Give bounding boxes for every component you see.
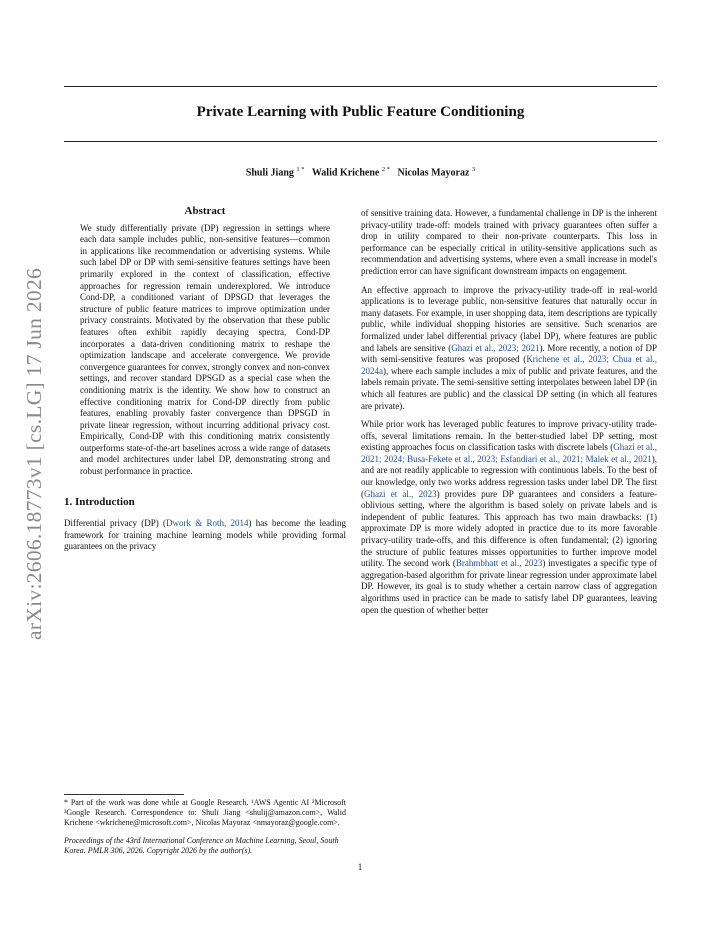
citation-link[interactable]: Ghazi et al., 2021; 2024; Busa-Fekete et al., 2023; Esfandiari et al., 2021; Malek et al., 2021	[361, 442, 657, 464]
intro-paragraph	[64, 518, 346, 553]
body-text: ) investigates a specific type of aggregation-based algorithm for private linear regression under approximate label DP. However, its goal is to study whether a certain narrow class of aggregation algorithms used in practice can be made to satisfy label DP guarantees, leaving open the question of whether better	[361, 558, 657, 615]
intro-text: ) has become the leading framework for training machine learning models while providing formal guarantees on the privacy	[64, 518, 347, 552]
right-column	[361, 208, 657, 623]
arxiv-stamp: arXiv:2606.18773v1 [cs.LG] 17 Jun 2026	[22, 267, 46, 640]
section-heading-introduction: 1. Introduction	[64, 495, 135, 508]
body-text: While prior work has leveraged public features to improve privacy-utility trade-offs, several limitations remain. In the better-studied label DP setting, most existing approaches focus on classification tasks with discrete labels (	[361, 419, 657, 453]
left-column	[64, 206, 346, 560]
author-affiliation-mark: 3	[471, 166, 476, 173]
citation-link[interactable]: Brahmbhatt et al., 2023	[455, 558, 543, 569]
page-number: 1	[357, 862, 363, 872]
author-affiliation-mark: 1 *	[296, 166, 305, 173]
proceedings-note	[64, 836, 346, 856]
citation-link[interactable]: Ghazi et al., 2023; 2021	[451, 342, 540, 353]
footnotes	[64, 794, 346, 828]
affiliation-footnote: * Part of the work was done while at Google Research. ¹AWS Agentic AI ²Microsoft ³Google Research. Correspondence to: Shuli Jiang <shulij@amazon.com>, Walid Krichene <wkrichene@microsoft.com>, Nicolas Mayoraz <nmayoraz@google.com>.	[64, 797, 346, 827]
paper-title: Private Learning with Public Feature Conditioning	[196, 104, 525, 120]
author-affiliation-mark: 2 *	[381, 166, 390, 173]
footnote-rule	[64, 794, 184, 795]
body-paragraph	[361, 419, 657, 616]
body-text: An effective approach to improve the privacy-utility trade-off in real-world applications is to leverage public, non-sensitive features that naturally occur in many datasets. For example, in user shopping data, item descriptions are typically public, while individual shopping histories are sensitive. Such scenarios are formalized under label differential privacy (label DP), where features are public and labels are sensitive (	[361, 284, 657, 353]
body-paragraph	[361, 285, 657, 413]
author-name: Nicolas Mayoraz	[397, 167, 470, 179]
citation-link[interactable]: Ghazi et al., 2023	[364, 488, 437, 499]
abstract-text: We study differentially private (DP) regression in settings where each data sample includes public, non-sensitive features—common in applications like recommendation or advertising systems. While such label DP or DP with semi-sensitive features settings have been primarily explored in the context of classification, effective approaches for regression remain underexplored. We introduce Cond-DP, a conditioned variant of DPSGD that leverages the structure of public feature matrices to improve optimization under privacy constraints. Motivated by the observation that these public features often exhibit rapidly decaying spectra, Cond-DP incorporates a data-driven conditioning matrix to reshape the optimization landscape and accelerate convergence. We provide convergence guarantees for convex, strongly convex and non-convex settings, and recover standard DPSGD as a special case when the conditioning matrix is the identity. We show how to construct an effective conditioning matrix for Cond-DP directly from public features, enabling provably faster convergence than DPSGD in private linear regression, without incurring additional privacy cost. Empirically, Cond-DP with this conditioning matrix consistently outperforms state-of-the-art baselines across a wide range of datasets and model architectures under label DP, demonstrating strong and robust performance in practice.	[80, 222, 330, 477]
body-paragraph: of sensitive training data. However, a fundamental challenge in DP is the inherent privacy-utility trade-off: models trained with privacy guarantees often suffer a drop in utility compared to their non-private counterparts. This loss in performance can be especially critical in utility-sensitive applications such as recommendation and advertising systems, where even a small increase in model's prediction error can have significant downstream impacts on engagement.	[361, 208, 657, 276]
body-text: ), and are not readily applicable to regression with continuous labels. To the best of our knowledge, only two works address regression tasks under label DP. The first (	[361, 453, 657, 499]
proceedings-text: Proceedings of the 43rd International Conference on Machine Learning, Seoul, South Korea. PMLR 306, 2026. Copyright 2026 by the author(s).	[64, 836, 339, 855]
author-name: Walid Krichene	[311, 167, 380, 179]
title-rule-top	[64, 86, 657, 87]
author-list	[64, 166, 657, 178]
title-rule-bottom	[64, 141, 657, 142]
abstract-heading: Abstract	[184, 205, 226, 217]
citation-link[interactable]: Krichene et al., 2023; Chua et al., 2024a	[361, 354, 657, 376]
body-text: ), where each sample includes a mix of public and private features, and the labels remain private. The semi-sensitive setting interpolates between label DP (in which all features are public) and the classical DP setting (in which all features are private).	[361, 365, 657, 411]
citation-link[interactable]: Dwork & Roth, 2014	[166, 518, 249, 529]
intro-text: Differential privacy (DP) (	[64, 518, 167, 529]
body-text: ). More recently, a notion of DP with semi-sensitive features was proposed (	[361, 342, 658, 365]
body-text: ) provides pure DP guarantees and considers a feature-oblivious setting, where the algorithm is based solely on private labels and is independent of public features. This approach has two main drawbacks: (1) approximate DP is more widely adopted in practice due to its more favorable privacy-utility trade-offs, and this difference is often fundamental; (2) ignoring the structure of public features misses opportunities to further improve model utility. The second work (	[361, 488, 657, 569]
author-name: Shuli Jiang	[245, 167, 294, 179]
